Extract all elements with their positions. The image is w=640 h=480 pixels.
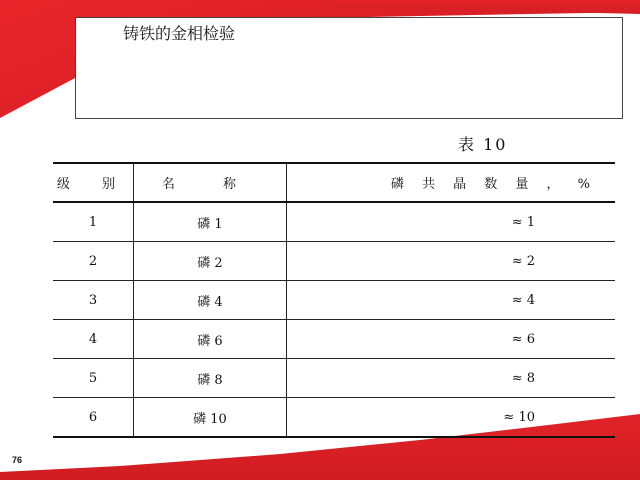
cell-grade: 6 bbox=[53, 398, 134, 438]
cell-amount: ≈ 8 bbox=[287, 359, 616, 398]
cell-grade: 2 bbox=[53, 242, 134, 281]
table-header-row bbox=[53, 163, 615, 202]
cell-name: 磷 10 bbox=[134, 398, 287, 438]
table-row bbox=[53, 398, 615, 438]
cell-amount: ≈ 6 bbox=[287, 320, 616, 359]
cell-grade: 4 bbox=[53, 320, 134, 359]
cell-name: 磷 2 bbox=[134, 242, 287, 281]
phosphide-eutectic-table bbox=[53, 162, 615, 438]
cell-grade: 3 bbox=[53, 281, 134, 320]
header-name: 名 称 bbox=[134, 163, 287, 202]
slide-title: 铸铁的金相检验 bbox=[123, 24, 236, 43]
header-grade: 级 别 bbox=[53, 163, 134, 202]
cell-name: 磷 4 bbox=[134, 281, 287, 320]
cell-grade: 5 bbox=[53, 359, 134, 398]
cell-amount: ≈ 4 bbox=[287, 281, 616, 320]
table-row bbox=[53, 359, 615, 398]
cell-name: 磷 8 bbox=[134, 359, 287, 398]
cell-amount: ≈ 2 bbox=[287, 242, 616, 281]
table-caption: 表 10 bbox=[458, 135, 508, 154]
cell-amount: ≈ 1 bbox=[287, 202, 616, 242]
table-row bbox=[53, 202, 615, 242]
cell-grade: 1 bbox=[53, 202, 134, 242]
table-row bbox=[53, 281, 615, 320]
cell-amount: ≈ 10 bbox=[287, 398, 616, 438]
cell-name: 磷 6 bbox=[134, 320, 287, 359]
cell-name: 磷 1 bbox=[134, 202, 287, 242]
table-row bbox=[53, 320, 615, 359]
header-amount: 磷 共 晶 数 量 ， % bbox=[287, 163, 616, 202]
page-number: 76 bbox=[12, 455, 23, 465]
table-row bbox=[53, 242, 615, 281]
